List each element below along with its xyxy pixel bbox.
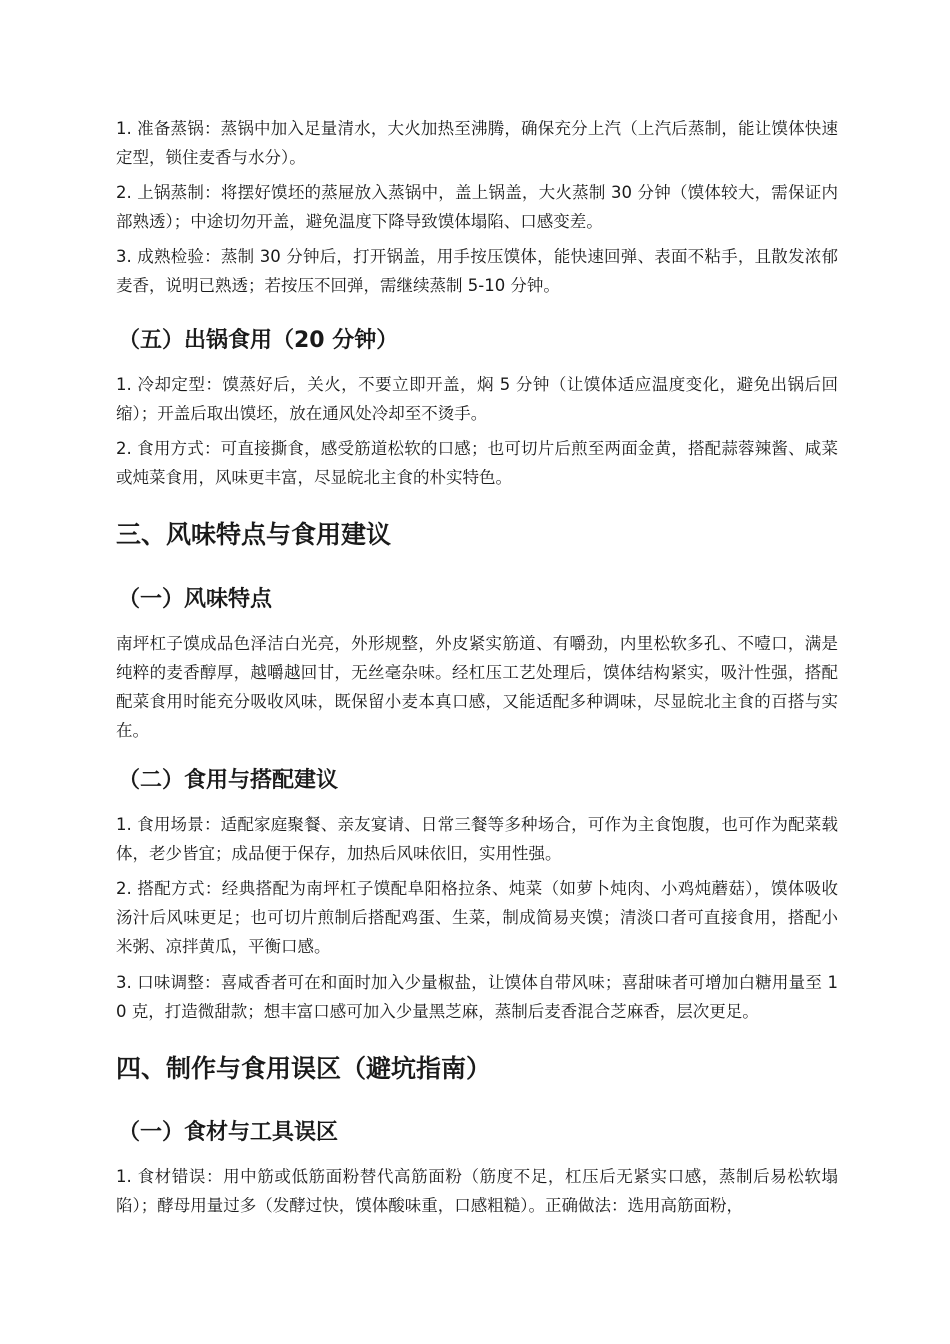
ingredient-mistakes-text: 1. 食材错误：用中筋或低筋面粉替代高筋面粉（筋度不足，杠压后无紧实口感，蒸制后易松软塌陷）；酵母用量过多（发酵过快，馍体酸味重，口感粗糙）。正确做法：选用高筋面粉，: [116, 1167, 838, 1215]
flavor-heading: （一）风味特点: [118, 587, 273, 612]
section-five-heading: （五）出锅食用（20 分钟）: [118, 328, 399, 353]
cool-and-set: 1. 冷却定型：馍蒸好后，关火，不要立即开盖，焖 5 分钟（让馍体适应温度变化，避免出锅后回缩）；开盖后取出馍坯，放在通风处冷却至不烫手。: [116, 375, 838, 423]
serving-suggestions-heading: （二）食用与搭配建议: [118, 768, 339, 793]
step-check-doneness: 3. 成熟检验：蒸制 30 分钟后，打开锅盖，用手按压馍体，能快速回弹、表面不粘手，且散发浓郁麦香，说明已熟透；若按压不回弹，需继续蒸制 5-10 分钟。: [116, 247, 838, 295]
pairing-methods: 2. 搭配方式：经典搭配为南坪杠子馍配阜阳格拉条、炖菜（如萝卜炖肉、小鸡炖蘑菇），馍体吸收汤汁后风味更足；也可切片煎制后搭配鸡蛋、生菜，制成简易夹馍；清淡口者可直接食用，搭配小米粥、凉拌黄瓜，平衡口感。: [116, 879, 838, 956]
ingredient-mistakes-heading: （一）食材与工具误区: [118, 1120, 339, 1145]
serving-scenarios: 1. 食用场景：适配家庭聚餐、亲友宴请、日常三餐等多种场合，可作为主食饱腹，也可作为配菜载体，老少皆宜；成品便于保存，加热后风味依旧，实用性强。: [116, 815, 838, 863]
chapter-four-heading: 四、制作与食用误区（避坑指南）: [116, 1054, 492, 1083]
step-prepare-steamer: 1. 准备蒸锅：蒸锅中加入足量清水，大火加热至沸腾，确保充分上汽（上汽后蒸制，能让馍体快速定型，锁住麦香与水分）。: [116, 119, 838, 167]
chapter-three-heading: 三、风味特点与食用建议: [116, 520, 392, 549]
flavor-text: 南坪杠子馍成品色泽洁白光亮，外形规整，外皮紧实筋道、有嚼劲，内里松软多孔、不噎口，满是纯粹的麦香醇厚，越嚼越回甘，无丝毫杂味。经杠压工艺处理后，馍体结构紧实，吸汁性强，搭配配菜食用时能充分吸收风味，既保留小麦本真口感，又能适配多种调味，尽显皖北主食的百搭与实在。: [116, 634, 838, 740]
taste-adjustment: 3. 口味调整：喜咸香者可在和面时加入少量椒盐，让馍体自带风味；喜甜味者可增加白糖用量至 10 克，打造微甜款；想丰富口感可加入少量黑芝麻，蒸制后麦香混合芝麻香，层次更足。: [116, 973, 838, 1021]
serving-method: 2. 食用方式：可直接撕食，感受筋道松软的口感；也可切片后煎至两面金黄，搭配蒜蓉辣酱、咸菜或炖菜食用，风味更丰富，尽显皖北主食的朴实特色。: [116, 439, 838, 487]
step-steam: 2. 上锅蒸制：将摆好馍坯的蒸屉放入蒸锅中，盖上锅盖，大火蒸制 30 分钟（馍体较大，需保证内部熟透）；中途切勿开盖，避免温度下降导致馍体塌陷、口感变差。: [116, 183, 838, 231]
